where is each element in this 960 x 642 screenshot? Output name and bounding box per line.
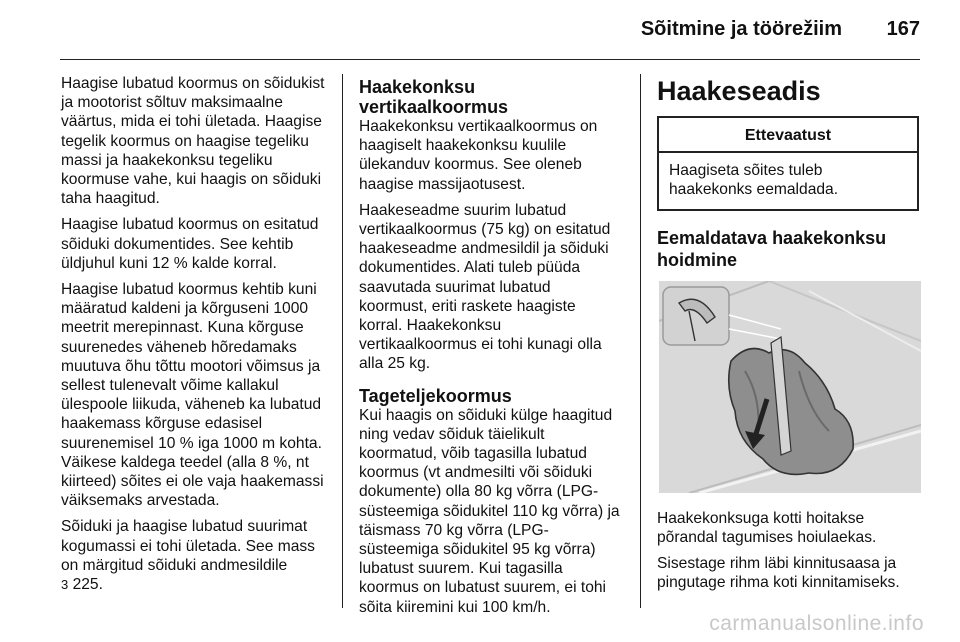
paragraph-vertical-load-max: Haakeseadme suurim lubatud vertikaalkoormus (75 kg) on esitatud haakeseadme andmesildil ja sõiduki dokumentides. Alati tuleb püüda saavutada suurimat lubatud koormust, eriti raskete haagiste korral. Haakekonksu vertikaalkoormus ei tohi kunagi olla alla 25 kg. — [359, 201, 611, 373]
paragraph-trailer-load-altitude: Haagise lubatud koormus kehtib kuni määratud kaldeni ja kõrguseni 1000 meetrit merepinnast. Kuna kõrguse suurenedes väheneb hõredamaks muutuva õhu tõttu mootori võimsus ja sellest tulenevalt võime kallakul ülespoole liikuda, väheneb ka lubatud haakemass kõrguse edasisel suurenemisel 10 % iga 1000 m kohta. Väikese kaldega teedel (alla 8 %, nt kiirteed) sõites ei ole vaja haakemassi väiksemaks arvestada. — [61, 281, 324, 510]
heading-towing-equipment: Haakeseadis — [657, 76, 821, 106]
paragraph-trailer-load-definition: Haagise lubatud koormus on sõidukist ja mootorist sõltuv maksimaalne väärtus, mida ei tohi ületada. Haagise tegelik koormus on haagise tegeliku massi ja haakekonksu tegeliku koormuse vahe, kui haagis on sõiduki taha haagitud. — [61, 75, 325, 208]
watermark: carmanualsonline.info — [709, 612, 924, 635]
paragraph-rear-axle-load: Kui haagis on sõiduki külge haagitud ning vedav sõiduk täielikult koormatud, võib tagasilla lubatud koormus (vt andmesilti või sõiduki dokumente) olla 80 kg võrra (LPG-süsteemiga sõidukitel 110 kg võrra) ja täismass 70 kg võrra (LPG-süsteemiga sõidukitel 95 kg võrra) lubatust suurem. Kui tagasilla koormus on lubatust suurem, ei tohi sõita kiiremini kui 100 km/h. — [359, 406, 620, 616]
caution-title: Ettevaatust — [659, 118, 917, 153]
tow-hook-bag-icon — [659, 281, 921, 493]
column-divider-2 — [640, 74, 641, 608]
page-reference-link[interactable] — [61, 576, 103, 593]
header-rule — [60, 59, 920, 60]
paragraph-vertical-load-definition: Haakekonksu vertikaalkoormus on haagiselt haakekonksu kuulile ülekanduv koormus. See oleneb haagise massijaotusest. — [359, 118, 598, 193]
caution-text: Haagiseta sõites tuleb haakekonks eemaldada. — [669, 162, 839, 199]
paragraph-bag-storage: Haakekonksuga kotti hoitakse põrandal tagumises hoiulaekas. — [657, 509, 877, 546]
caution-box — [657, 116, 919, 211]
paragraph-strap-instruction: Sisestage rihm läbi kinnitusaasa ja pingutage rihma koti kinnitamiseks. — [657, 555, 900, 592]
heading-rear-axle-load: Tageteljekoormus — [359, 385, 512, 406]
reference-page: 225. — [72, 576, 103, 594]
paragraph-gross-mass — [61, 517, 329, 594]
column-divider-1 — [342, 74, 343, 608]
column-3 — [657, 76, 925, 599]
gross-mass-text: Sõiduki ja haagise lubatud suurimat kogumassi ei tohi ületada. See mass on märgitud sõiduki andmesildile — [61, 518, 315, 574]
column-2 — [359, 77, 623, 624]
column-1 — [61, 74, 329, 601]
heading-vertical-load: Haakekonksu vertikaalkoormus — [359, 77, 509, 117]
section-title: Sõitmine ja töörežiim — [640, 18, 842, 40]
paragraph-trailer-load-documents: Haagise lubatud koormus on esitatud sõiduki dokumentides. See kehtib üldjuhul kuni 12 % kalde korral. — [61, 216, 319, 272]
tow-hook-storage-illustration — [659, 281, 921, 493]
page-number: 167 — [886, 18, 920, 40]
reference-arrow-icon: 3 — [61, 577, 69, 593]
heading-storage: Eemaldatava haakekonksu hoidmine — [657, 227, 887, 270]
page-header — [0, 0, 960, 58]
